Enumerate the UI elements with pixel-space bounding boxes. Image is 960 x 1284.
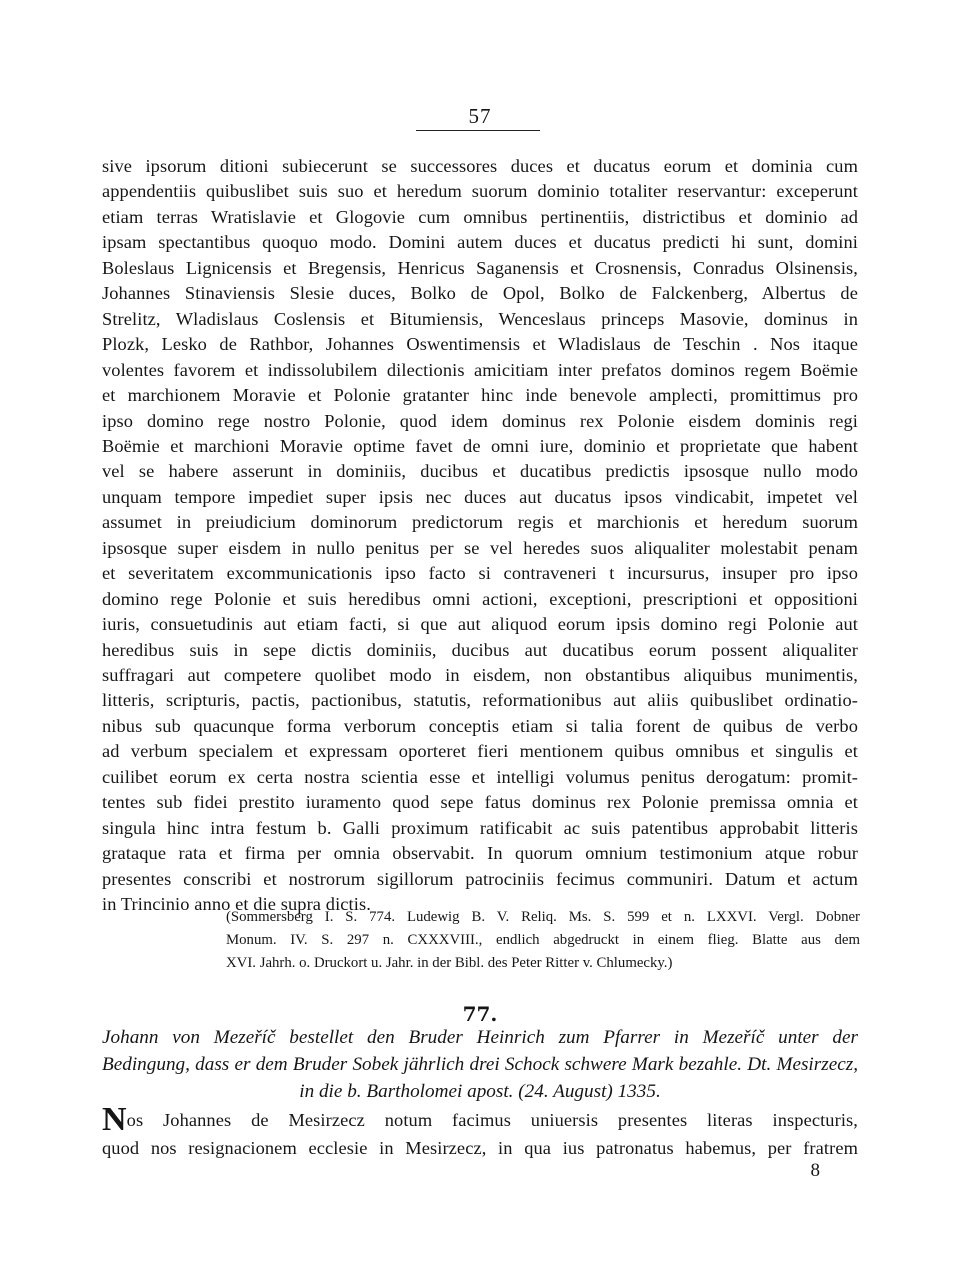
text-line: iuris, consuetudinis aut etiam facti, si que aut aliquod eorum ipsis domino regi Polonie aut — [102, 614, 858, 635]
first-line-text: os Johannes de Mesirzecz notum facimus uniuersis presentes literas inspecturis, — [126, 1110, 858, 1130]
text-line: Johannes Stinaviensis Slesie duces, Bolko de Opol, Bolko de Falckenberg, Albertus de — [102, 283, 858, 304]
text-line: Plozk, Lesko de Rathbor, Johannes Oswentimensis et Wladislaus de Teschin . Nos itaque — [102, 334, 858, 355]
text-line: suffragari aut competere quolibet modo in eisdem, non obstantibus aliquibus munimentis, — [102, 665, 858, 685]
text-line: litteris, scripturis, pactis, pactionibus, statutis, reformationibus aut aliis quibuslibet ordinatio- — [102, 690, 858, 711]
heading-line: in die b. Bartholomei apost. (24. August) 1335. — [299, 1081, 661, 1102]
drop-initial: N — [102, 1101, 127, 1138]
text-line: ipsosque super eisdem in nullo penitus per se vel heredes suos aliqualiter molestabit penam — [102, 537, 858, 558]
header-rule — [416, 130, 540, 131]
text-line: heredibus suis in sepe dictis dominiis, ducibus aut ducatibus eorum possent aliqualiter — [102, 639, 858, 660]
text-line: appendentiis quibuslibet suis suo et heredum suorum dominio totaliter reservantur: exceperunt — [102, 181, 858, 202]
document-number: 77. — [462, 1002, 498, 1026]
note-line: Monum. IV. S. 297 n. CXXXVIII., endlich abgedruckt in einem flieg. Blatte aus dem — [226, 932, 860, 948]
note-line: XVI. Jahrh. o. Druckort u. Jahr. in der Bibl. des Peter Ritter v. Chlumecky.) — [226, 955, 673, 971]
text-line: et severitatem excommunicationis ipso facto si contraveneri t incursurus, insuper pro ipso — [102, 563, 858, 584]
text-line: unquam tempore impediet super ipsis nec duces aut ducatus ipsos vindicabit, impetet vel — [102, 486, 858, 507]
document-second-line: quod nos resignacionem ecclesie in Mesirzecz, in qua ius patronatus habemus, per fratrem — [102, 1138, 858, 1158]
text-line: Boëmie et marchioni Moravie optime favet de omni iure, dominio et proprietate que habent — [102, 435, 858, 456]
text-line: etiam terras Wratislavie et Glogovie cum omnibus pertinentiis, districtibus et dominio ad — [102, 206, 858, 227]
text-line: ipso domino rege nostro Polonie, quod idem dominus rex Polonie eisdem dominis regi — [102, 410, 858, 431]
text-line: cuilibet eorum ex certa nostra scientia esse et intelligi volumus penitus derogatum: promit- — [102, 766, 858, 787]
text-line: grataque rata et firma per omnia observabit. In quorum omnium testimonium atque robur — [102, 843, 858, 864]
heading-line: Johann von Mezeříč bestellet den Bruder Heinrich zum Pfarrer in Mezeříč unter der — [102, 1027, 858, 1048]
text-line: sive ipsorum ditioni subiecerunt se successores duces et ducatus eorum et dominia cum — [102, 156, 858, 176]
text-line: Strelitz, Wladislaus Coslensis et Bitumiensis, Wenceslaus princeps Masovie, dominus in — [102, 308, 858, 329]
document-first-line — [102, 1101, 858, 1138]
text-line: ad verbum specialem et expressam oporteret fieri mentionem quibus omnibus et singulis et — [102, 741, 858, 762]
text-line: singula hinc intra festum b. Galli proximum ratificabit ac suis patentibus approbabit litteris — [102, 817, 858, 838]
text-line: nibus sub quacunque forma verborum conceptis etiam si talia forent de quibus de verbo — [102, 715, 858, 736]
text-line: Boleslaus Lignicensis et Bregensis, Henricus Saganensis et Crosnensis, Conradus Olsinensis, — [102, 257, 858, 278]
text-line: tentes sub fidei prestito iuramento quod sepe fatus dominus rex Polonie premissa omnia et — [102, 792, 858, 813]
text-line: vel se habere asserunt in dominiis, ducibus et ducatibus predictis ipsosque nullo modo — [102, 461, 858, 482]
text-line: ipsam spectantibus quoquo modo. Domini autem duces et ducatus predicti hi sunt, domini — [102, 232, 858, 253]
text-line: assumet in preiudicium dominorum predictorum regis et marchionis et heredum suorum — [102, 512, 858, 533]
signature-mark: 8 — [810, 1160, 820, 1181]
text-line: volentes favorem et indissolubilem dilectionis amicitiam inter prefatos dominos regem Boëmie — [102, 359, 858, 380]
text-line: domino rege Polonie et suis heredibus omni actioni, exceptioni, prescriptioni et oppositioni — [102, 588, 858, 609]
text-line: et marchionem Moravie et Polonie gratanter hinc inde benevole amplecti, promittimus pro — [102, 385, 858, 406]
text-line: in Trincinio anno et die supra dictis. — [102, 894, 371, 915]
note-line: (Sommersberg I. S. 774. Ludewig B. V. Reliq. Ms. S. 599 et n. LXXVI. Vergl. Dobner — [226, 909, 860, 925]
text-line: presentes conscribi et nostrorum sigillorum patrociniis fecimus communiri. Datum et actum — [102, 868, 858, 889]
page-number: 57 — [468, 104, 492, 128]
heading-line: Bedingung, dass er dem Bruder Sobek jährlich drei Schock schwere Mark bezahle. Dt. Mesirzecz, — [102, 1054, 858, 1075]
